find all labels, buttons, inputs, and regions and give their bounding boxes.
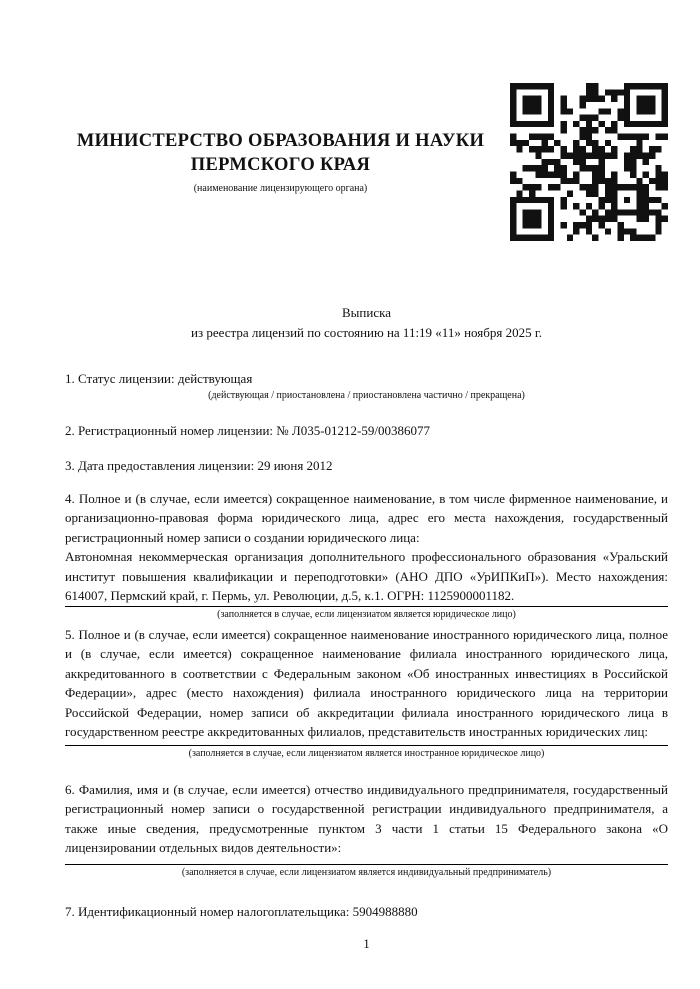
license-status-line: 1. Статус лицензии: действующая <box>65 371 253 386</box>
foreign-entity-statement: 5. Полное и (в случае, если имеется) сокращенное наименование иностранного юридического лица, полное и (в случае, если имеется) сокращенное наименование филиала иностранного юридического лица, аккредитованного в соответствии с Федеральным законом «Об иностранных инвестициях в Российской Федерации», адрес (место нахождения) филиала иностранного юридического лица на территории Российской Федерации, номер записи об аккредитации филиала иностранного юридического лица в государственном реестре аккредитованных филиалов, представительств иностранных юридических лиц: <box>65 625 668 746</box>
document-header <box>65 83 668 241</box>
license-status-caption: (действующая / приостановлена / приостановлена частично / прекращена) <box>208 389 525 401</box>
legal-entity-caption: (заполняется в случае, если лицензиатом является юридическое лицо) <box>217 608 516 620</box>
document-title-block <box>65 303 668 342</box>
individual-entrepreneur-statement: 6. Фамилия, имя и (в случае, если имеется) отчество индивидуального предпринимателя, государственный регистрационный номер записи о государственной регистрации индивидуального предпринимателя, а также иные сведения, предусмотренные пунктом 3 части 1 статьи 15 Федерального закона «О лицензировании отдельных видов деятельности»: <box>65 780 668 865</box>
licensing-authority-block <box>65 83 510 195</box>
individual-entrepreneur-caption: (заполняется в случае, если лицензиатом является индивидуальный предприниматель) <box>181 866 552 878</box>
taxpayer-id-line: 7. Идентификационный номер налогоплательщика: 5904988880 <box>65 903 418 919</box>
ministry-name-line1: МИНИСТЕРСТВО ОБРАЗОВАНИЯ И НАУКИ <box>76 131 485 151</box>
legal-entity-value: Автономная некоммерческая организация дополнительного профессионального образования «Уральский институт повышения квалификации и переподготовки» (АНО ДПО «УрИПКиП»). Место нахождения: 614007, Пермский край, г. Пермь, ул. Революции, д.5, к.1. ОГРН: 1125900001182. <box>65 547 668 607</box>
document-title: Выписка <box>342 305 391 320</box>
foreign-entity-caption: (заполняется в случае, если лицензиатом является иностранное юридическое лицо) <box>188 747 545 759</box>
ministry-name-caption: (наименование лицензирующего органа) <box>193 183 368 194</box>
page-number: 1 <box>363 936 370 951</box>
document-subtitle: из реестра лицензий по состоянию на 11:19 «11» ноября 2025 г. <box>191 324 542 340</box>
registration-number-line: 2. Регистрационный номер лицензии: № Л035-01212-59/00386077 <box>65 422 431 438</box>
ministry-name-line2: ПЕРМСКОГО КРАЯ <box>190 155 371 175</box>
legal-entity-statement: 4. Полное и (в случае, если имеется) сокращенное наименование, в том числе фирменное наименование, и организационно-правовая форма юридического лица, адрес его места нахождения, государственный регистрационный номер записи о создании юридического лица: <box>65 490 668 545</box>
qr-code-icon <box>510 83 668 241</box>
license-grant-date-line: 3. Дата предоставления лицензии: 29 июня 2012 <box>65 458 333 473</box>
